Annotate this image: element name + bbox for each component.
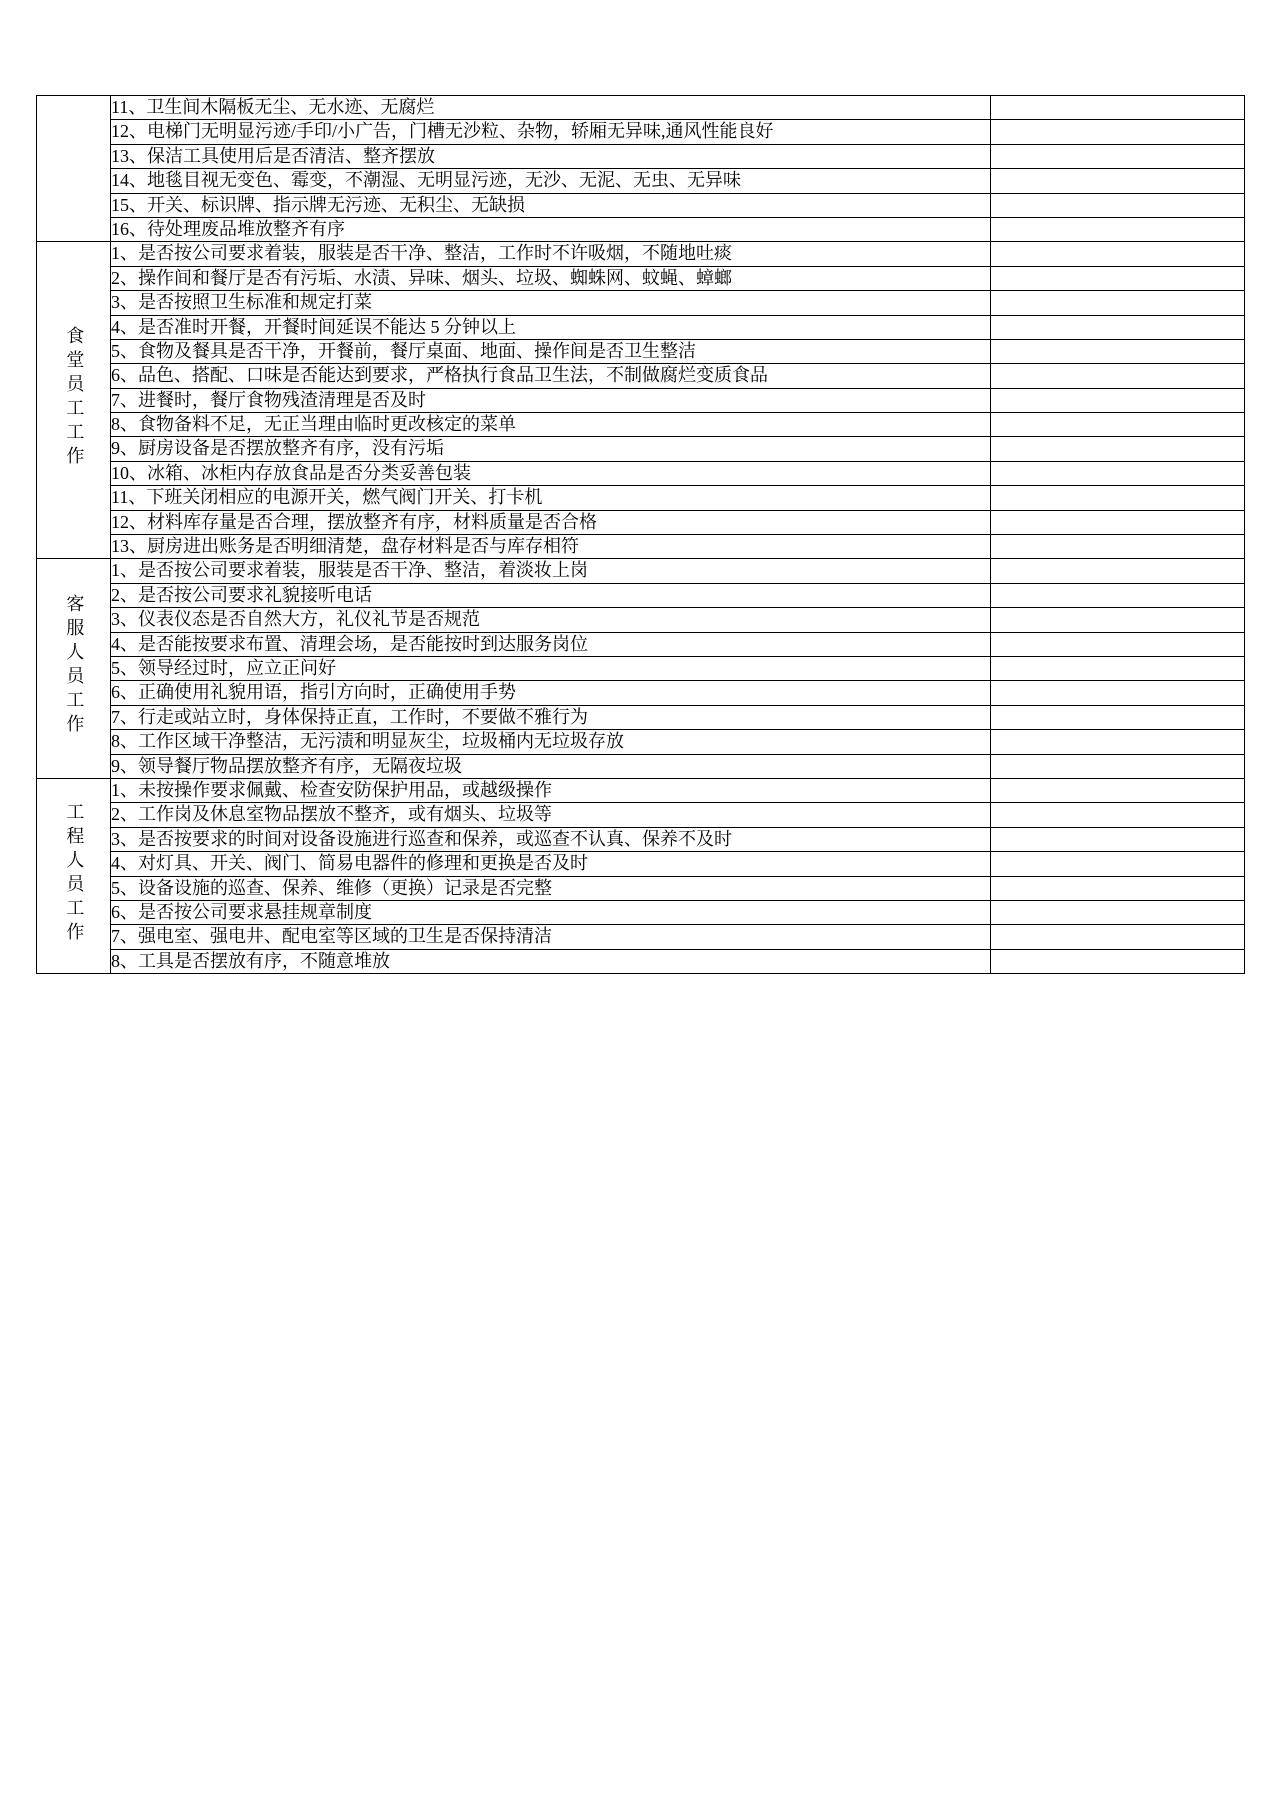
check-item-text: 15、开关、标识牌、指示牌无污迹、无积尘、无缺损: [111, 193, 991, 217]
category-cell: [37, 778, 111, 973]
check-item-text: 8、工作区域干净整洁，无污渍和明显灰尘，垃圾桶内无垃圾存放: [111, 730, 991, 754]
table-row: [37, 559, 1245, 583]
table-row: [37, 510, 1245, 534]
check-item-text: 12、材料库存量是否合理，摆放整齐有序，材料质量是否合格: [111, 510, 991, 534]
check-item-text: 1、是否按公司要求着装，服装是否干净、整洁，着淡妆上岗: [111, 559, 991, 583]
check-item-text: 6、是否按公司要求悬挂规章制度: [111, 900, 991, 924]
check-result-cell[interactable]: [991, 461, 1245, 485]
check-item-text: 2、是否按公司要求礼貌接听电话: [111, 583, 991, 607]
table-row: [37, 315, 1245, 339]
check-result-cell[interactable]: [991, 120, 1245, 144]
check-item-text: 5、食物及餐具是否干净，开餐前，餐厅桌面、地面、操作间是否卫生整洁: [111, 339, 991, 363]
check-item-text: 7、进餐时，餐厅食物残渣清理是否及时: [111, 388, 991, 412]
category-label: 客服人员工作: [64, 594, 85, 739]
check-item-text: 1、未按操作要求佩戴、检查安防保护用品，或越级操作: [111, 778, 991, 802]
table-row: [37, 437, 1245, 461]
check-result-cell[interactable]: [991, 364, 1245, 388]
table-row: [37, 535, 1245, 559]
check-result-cell[interactable]: [991, 559, 1245, 583]
check-item-text: 2、操作间和餐厅是否有污垢、水渍、异味、烟头、垃圾、蜘蛛网、蚊蝇、蟑螂: [111, 266, 991, 290]
check-result-cell[interactable]: [991, 437, 1245, 461]
table-row: [37, 583, 1245, 607]
checklist-table: [36, 95, 1245, 974]
table-row: [37, 339, 1245, 363]
checklist-body: [37, 96, 1245, 974]
table-row: [37, 388, 1245, 412]
check-result-cell[interactable]: [991, 486, 1245, 510]
category-cell: [37, 242, 111, 559]
check-result-cell[interactable]: [991, 900, 1245, 924]
check-result-cell[interactable]: [991, 754, 1245, 778]
check-result-cell[interactable]: [991, 339, 1245, 363]
check-item-text: 11、卫生间木隔板无尘、无水迹、无腐烂: [111, 96, 991, 120]
table-row: [37, 486, 1245, 510]
table-row: [37, 291, 1245, 315]
table-row: [37, 778, 1245, 802]
check-result-cell[interactable]: [991, 242, 1245, 266]
check-item-text: 9、领导餐厅物品摆放整齐有序，无隔夜垃圾: [111, 754, 991, 778]
table-row: [37, 266, 1245, 290]
check-result-cell[interactable]: [991, 266, 1245, 290]
check-result-cell[interactable]: [991, 803, 1245, 827]
check-result-cell[interactable]: [991, 291, 1245, 315]
check-item-text: 14、地毯目视无变色、霉变，不潮湿、无明显污迹，无沙、无泥、无虫、无异味: [111, 169, 991, 193]
table-row: [37, 803, 1245, 827]
table-row: [37, 193, 1245, 217]
table-row: [37, 852, 1245, 876]
check-result-cell[interactable]: [991, 656, 1245, 680]
check-result-cell[interactable]: [991, 705, 1245, 729]
category-cell: [37, 96, 111, 242]
check-item-text: 4、对灯具、开关、阀门、简易电器件的修理和更换是否及时: [111, 852, 991, 876]
check-result-cell[interactable]: [991, 925, 1245, 949]
check-item-text: 7、行走或站立时，身体保持正直，工作时，不要做不雅行为: [111, 705, 991, 729]
check-result-cell[interactable]: [991, 583, 1245, 607]
check-item-text: 8、食物备料不足，无正当理由临时更改核定的菜单: [111, 413, 991, 437]
check-result-cell[interactable]: [991, 96, 1245, 120]
table-row: [37, 925, 1245, 949]
check-item-text: 3、是否按照卫生标准和规定打菜: [111, 291, 991, 315]
table-row: [37, 144, 1245, 168]
check-result-cell[interactable]: [991, 608, 1245, 632]
check-item-text: 16、待处理废品堆放整齐有序: [111, 217, 991, 241]
check-item-text: 5、领导经过时，应立正问好: [111, 656, 991, 680]
category-cell: [37, 559, 111, 779]
table-row: [37, 754, 1245, 778]
check-result-cell[interactable]: [991, 535, 1245, 559]
table-row: [37, 900, 1245, 924]
check-item-text: 8、工具是否摆放有序，不随意堆放: [111, 949, 991, 973]
check-result-cell[interactable]: [991, 315, 1245, 339]
check-result-cell[interactable]: [991, 144, 1245, 168]
table-row: [37, 705, 1245, 729]
check-result-cell[interactable]: [991, 827, 1245, 851]
check-result-cell[interactable]: [991, 852, 1245, 876]
table-row: [37, 632, 1245, 656]
check-result-cell[interactable]: [991, 730, 1245, 754]
table-row: [37, 413, 1245, 437]
table-row: [37, 656, 1245, 680]
table-row: [37, 120, 1245, 144]
check-item-text: 1、是否按公司要求着装，服装是否干净、整洁，工作时不许吸烟，不随地吐痰: [111, 242, 991, 266]
check-result-cell[interactable]: [991, 632, 1245, 656]
check-result-cell[interactable]: [991, 876, 1245, 900]
table-row: [37, 949, 1245, 973]
check-item-text: 5、设备设施的巡查、保养、维修（更换）记录是否完整: [111, 876, 991, 900]
table-row: [37, 217, 1245, 241]
check-item-text: 7、强电室、强电井、配电室等区域的卫生是否保持清洁: [111, 925, 991, 949]
table-row: [37, 730, 1245, 754]
check-item-text: 11、下班关闭相应的电源开关，燃气阀门开关、打卡机: [111, 486, 991, 510]
table-row: [37, 96, 1245, 120]
table-row: [37, 681, 1245, 705]
category-label: 食堂员工工作: [64, 325, 85, 470]
table-row: [37, 242, 1245, 266]
check-result-cell[interactable]: [991, 388, 1245, 412]
check-item-text: 10、冰箱、冰柜内存放食品是否分类妥善包装: [111, 461, 991, 485]
check-item-text: 9、厨房设备是否摆放整齐有序，没有污垢: [111, 437, 991, 461]
check-item-text: 2、工作岗及休息室物品摆放不整齐，或有烟头、垃圾等: [111, 803, 991, 827]
check-item-text: 6、正确使用礼貌用语，指引方向时，正确使用手势: [111, 681, 991, 705]
table-row: [37, 169, 1245, 193]
check-item-text: 13、保洁工具使用后是否清洁、整齐摆放: [111, 144, 991, 168]
check-result-cell[interactable]: [991, 217, 1245, 241]
table-row: [37, 876, 1245, 900]
check-result-cell[interactable]: [991, 681, 1245, 705]
table-row: [37, 364, 1245, 388]
check-item-text: 4、是否能按要求布置、清理会场，是否能按时到达服务岗位: [111, 632, 991, 656]
check-item-text: 6、品色、搭配、口味是否能达到要求，严格执行食品卫生法，不制做腐烂变质食品: [111, 364, 991, 388]
table-row: [37, 608, 1245, 632]
table-row: [37, 827, 1245, 851]
category-label: 工程人员工作: [64, 801, 85, 946]
check-item-text: 3、是否按要求的时间对设备设施进行巡查和保养，或巡查不认真、保养不及时: [111, 827, 991, 851]
check-result-cell[interactable]: [991, 949, 1245, 973]
check-result-cell[interactable]: [991, 413, 1245, 437]
check-result-cell[interactable]: [991, 169, 1245, 193]
table-row: [37, 461, 1245, 485]
check-result-cell[interactable]: [991, 193, 1245, 217]
check-item-text: 3、仪表仪态是否自然大方，礼仪礼节是否规范: [111, 608, 991, 632]
check-item-text: 13、厨房进出账务是否明细清楚，盘存材料是否与库存相符: [111, 535, 991, 559]
check-item-text: 4、是否准时开餐，开餐时间延误不能达 5 分钟以上: [111, 315, 991, 339]
check-result-cell[interactable]: [991, 778, 1245, 802]
check-result-cell[interactable]: [991, 510, 1245, 534]
check-item-text: 12、电梯门无明显污迹/手印/小广告，门槽无沙粒、杂物，轿厢无异味,通风性能良好: [111, 120, 991, 144]
